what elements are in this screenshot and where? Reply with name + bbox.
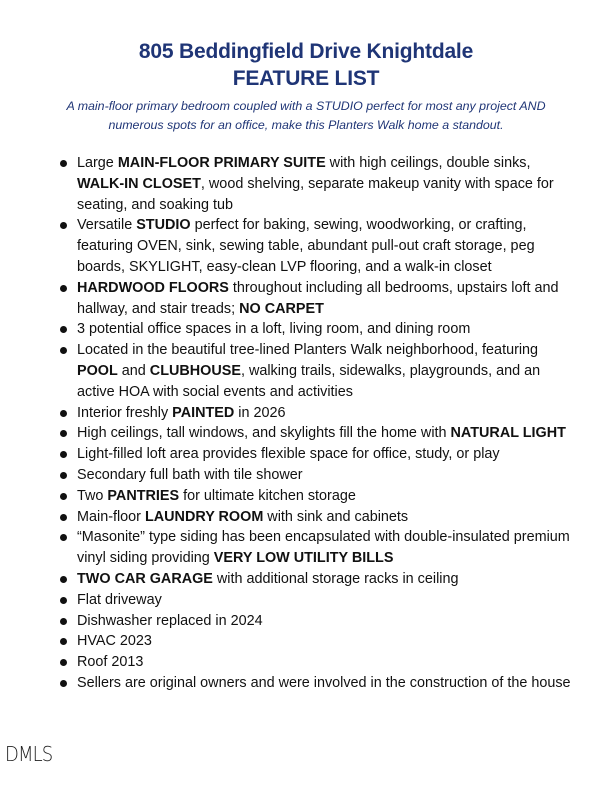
feature-text: Large [77,155,118,171]
bullet-icon [60,410,67,417]
feature-text: Sellers are original owners and were involved in the construction of the house [77,674,571,691]
feature-item [58,507,578,528]
feature-text: Main-floor [77,508,145,525]
bullet-icon [60,430,67,437]
bullet-icon [60,659,67,666]
bullet-icon [60,638,67,645]
feature-item [58,611,578,632]
feature-text: Light-filled loft area provides flexible space for office, study, or play [77,446,500,463]
feature-item [58,590,578,611]
feature-item [58,465,578,486]
feature-highlight: NO CARPET [239,300,324,317]
feature-text: with high ceilings, double sinks, [325,155,531,171]
feature-text: and [117,362,150,379]
bullet-icon [60,160,67,167]
bullet-icon [60,285,67,292]
feature-highlight: STUDIO [136,217,191,234]
bullet-icon [60,618,67,625]
feature-item [58,340,578,402]
feature-text: in 2026 [234,404,286,421]
feature-item [58,403,578,424]
feature-text: , wood shelving, separate makeup vanity with space for seating, and soaking tub [77,175,554,213]
feature-text: HVAC 2023 [77,633,152,650]
feature-text: “Masonite” type siding has been encapsulated with double-insulated premium vinyl siding providing [77,529,570,567]
feature-highlight: CLUBHOUSE [149,362,241,379]
feature-item [58,319,578,340]
feature-highlight: WALK-IN CLOSET [77,175,201,192]
feature-item [58,423,578,444]
feature-highlight: PANTRIES [107,487,180,504]
dmls-logo: DMLS [5,742,53,766]
feature-item [58,673,578,694]
feature-text: with additional storage racks in ceiling [212,570,459,587]
feature-text: Dishwasher replaced in 2024 [77,612,263,629]
feature-text: perfect for baking, sewing, woodworking, or crafting, featuring OVEN, sink, sewing table, abundant pull-out craft storage, peg boards, SKYLIGHT, easy-clean LVP flooring, and a walk-in closet [77,217,535,275]
feature-highlight: POOL [77,362,118,379]
feature-text: Versatile [77,217,137,234]
feature-text: Two [77,487,108,504]
feature-text: Secondary full bath with tile shower [77,466,303,483]
bullet-icon [60,451,67,458]
bullet-icon [60,597,67,604]
feature-text: throughout including all bedrooms, upstairs loft and hallway, and stair treads; [77,279,559,317]
bullet-icon [60,347,67,354]
feature-text: for ultimate kitchen storage [179,487,356,504]
feature-item [58,569,578,590]
feature-highlight: VERY LOW UTILITY BILLS [213,550,394,567]
feature-text: 3 potential office spaces in a loft, living room, and dining room [77,321,471,338]
feature-item [58,486,578,507]
feature-highlight: PAINTED [172,404,235,421]
feature-text: with sink and cabinets [263,508,409,525]
bullet-icon [60,493,67,500]
page-title: 805 Beddingfield Drive Knightdale [138,40,474,63]
feature-item [58,527,578,569]
feature-text: Flat driveway [77,591,162,608]
feature-item [58,153,578,215]
feature-item [58,215,578,277]
feature-item [58,278,578,320]
page-subtitle-heading: FEATURE LIST [232,67,380,90]
intro-line-2: numerous spots for an office, make this Planters Walk home a standout. [108,118,504,132]
feature-list [58,153,578,694]
feature-item [58,444,578,465]
feature-text: , walking trails, sidewalks, playgrounds, and an active HOA with social events and activities [77,362,541,400]
feature-text: Interior freshly [77,404,173,421]
bullet-icon [60,534,67,541]
feature-highlight: MAIN-FLOOR PRIMARY SUITE [117,155,326,171]
feature-highlight: NATURAL LIGHT [450,425,566,442]
bullet-icon [60,680,67,687]
feature-text: High ceilings, tall windows, and skylights fill the home with [77,425,451,442]
feature-text: Located in the beautiful tree-lined Planters Walk neighborhood, featuring [77,342,539,359]
feature-highlight: HARDWOOD FLOORS [77,279,229,296]
bullet-icon [60,576,67,583]
feature-highlight: TWO CAR GARAGE [77,570,213,587]
feature-item [58,652,578,673]
bullet-icon [60,514,67,521]
intro-text [20,97,592,135]
intro-line-1: A main-floor primary bedroom coupled with a STUDIO perfect for most any project AND [66,99,546,113]
bullet-icon [60,326,67,333]
feature-text: Roof 2013 [77,654,144,671]
bullet-icon [60,472,67,479]
feature-highlight: LAUNDRY ROOM [144,508,264,525]
feature-item [58,631,578,652]
bullet-icon [60,222,67,229]
